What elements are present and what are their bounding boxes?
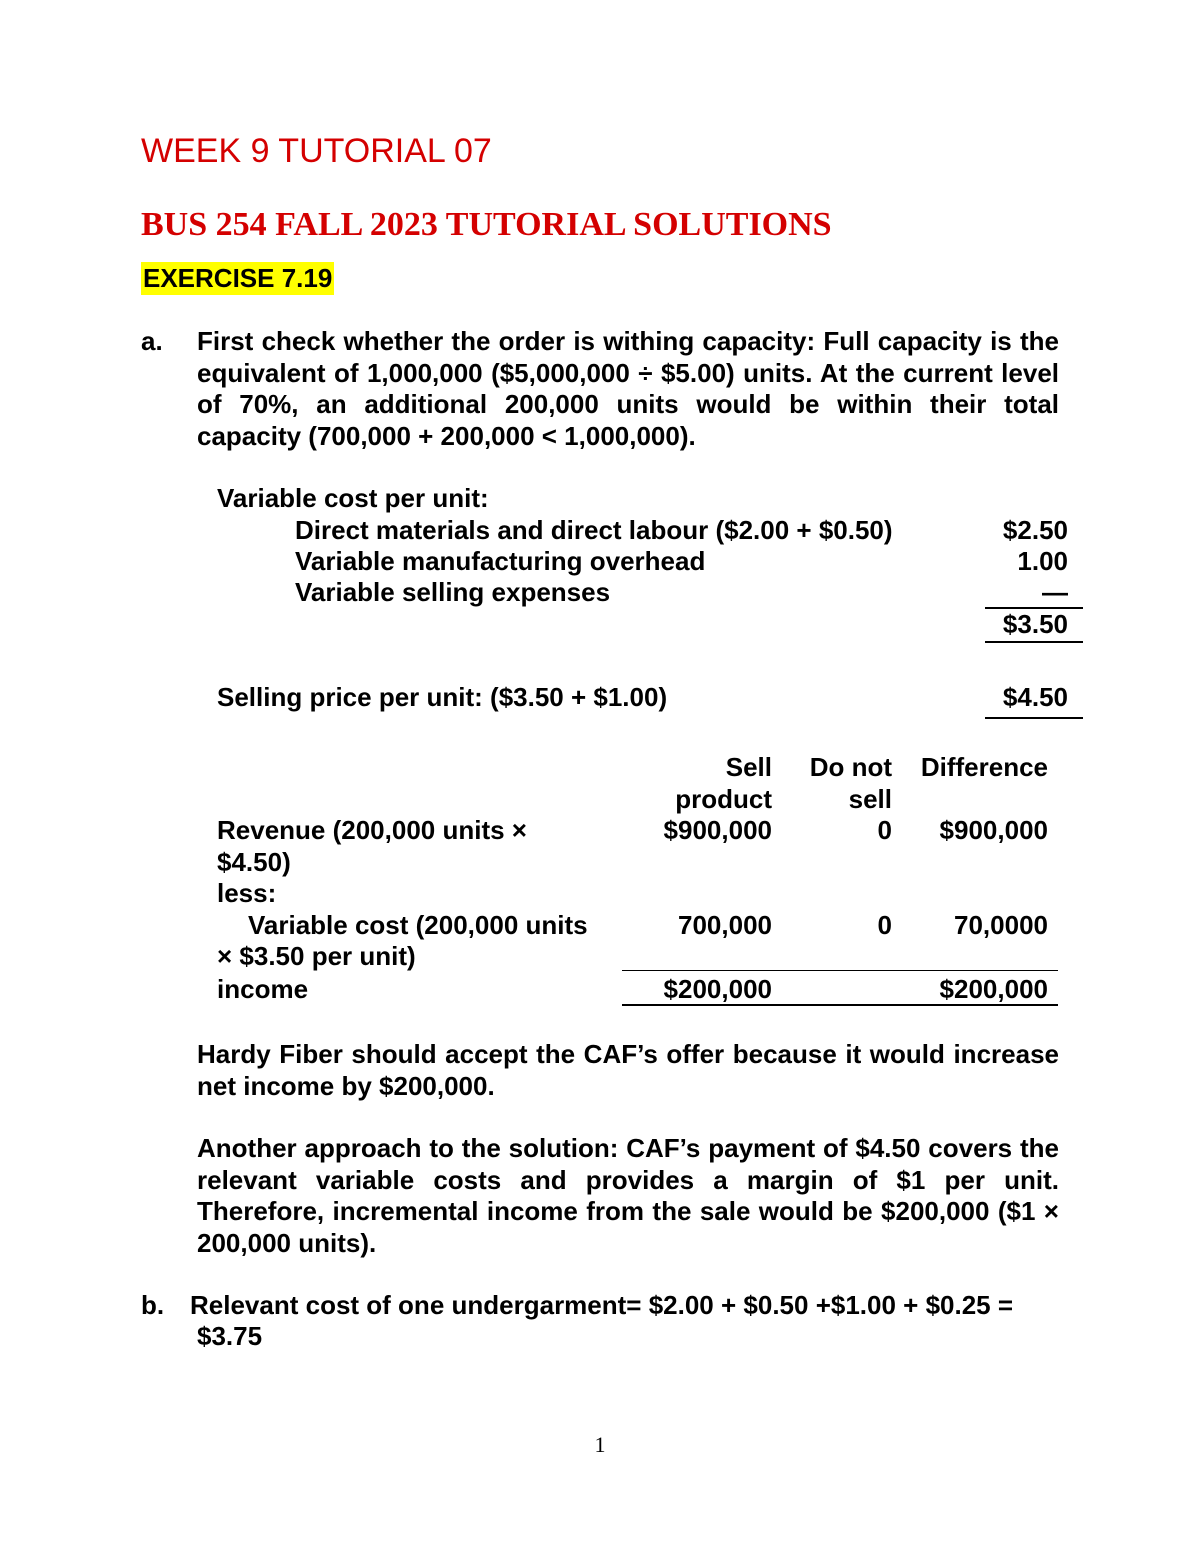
col-header-sell: product [675, 784, 772, 814]
exercise-heading: EXERCISE 7.19 [143, 263, 333, 293]
part-a-marker: a. [141, 326, 163, 356]
less-label: less: [217, 878, 277, 908]
col-header-difference: Difference [920, 752, 1048, 782]
selling-price-label: Selling price per unit: ($3.50 + $1.00) [217, 682, 668, 712]
week-title: WEEK 9 TUTORIAL 07 [141, 132, 492, 170]
cost-item-value: $2.50 [1002, 515, 1068, 545]
total-rule [985, 641, 1083, 643]
course-title: BUS 254 FALL 2023 TUTORIAL SOLUTIONS [141, 206, 832, 243]
cost-item-label: Direct materials and direct labour ($2.00 + $0.50) [295, 515, 893, 545]
income-difference: $200,000 [939, 974, 1048, 1004]
col-header-do-not-sell: Do not [809, 752, 892, 782]
cost-total-value: $3.50 [1002, 609, 1068, 639]
another-approach-paragraph: Another approach to the solution: CAF’s payment of $4.50 covers the relevant variable costs and provides a margin of $1 per unit. Therefore, incremental income from the sale would be $200,000 ($1 × 200,000 units). [197, 1133, 1059, 1258]
revenue-difference: $900,000 [939, 815, 1048, 845]
col-header-do-not-sell: sell [848, 784, 892, 814]
variable-cost-heading: Variable cost per unit: [217, 483, 489, 513]
revenue-label: $4.50) [217, 847, 291, 877]
variable-cost-label: × $3.50 per unit) [217, 941, 416, 971]
revenue-sell: $900,000 [663, 815, 772, 845]
selling-price-rule [985, 717, 1083, 719]
variable-cost-sell: 700,000 [678, 910, 772, 940]
variable-cost-do-not-sell: 0 [877, 910, 892, 940]
cost-item-label: Variable manufacturing overhead [295, 546, 706, 576]
income-sell: $200,000 [663, 974, 772, 1004]
table-subtotal-rule [622, 970, 1058, 971]
cost-item-value: 1.00 [1017, 546, 1068, 576]
col-header-sell: Sell [725, 752, 772, 782]
revenue-label: Revenue (200,000 units × [217, 815, 527, 845]
part-a-intro: First check whether the order is withing capacity: Full capacity is the equivalent of 1,000,000 ($5,000,000 ÷ $5.00) units. At the current level of 70%, an additional 200,000 units would be within their total capacity (700,000 + 200,000 < 1,000,000). [197, 326, 1059, 451]
page-number: 1 [594, 1432, 606, 1457]
cost-item-label: Variable selling expenses [295, 577, 611, 607]
variable-cost-difference: 70,0000 [954, 910, 1048, 940]
conclusion-paragraph: Hardy Fiber should accept the CAF’s offer because it would increase net income by $200,000. [197, 1039, 1059, 1101]
variable-cost-label: Variable cost (200,000 units [248, 910, 588, 940]
revenue-do-not-sell: 0 [877, 815, 892, 845]
cost-item-value: — [1042, 577, 1068, 607]
part-b-marker: b. [141, 1290, 165, 1320]
selling-price-value: $4.50 [1002, 682, 1068, 712]
income-label: income [217, 974, 309, 1004]
part-b-result: $3.75 [197, 1321, 263, 1351]
part-b-text: Relevant cost of one undergarment= $2.00 + $0.50 +$1.00 + $0.25 = [190, 1290, 1014, 1320]
table-total-rule [622, 1004, 1058, 1006]
